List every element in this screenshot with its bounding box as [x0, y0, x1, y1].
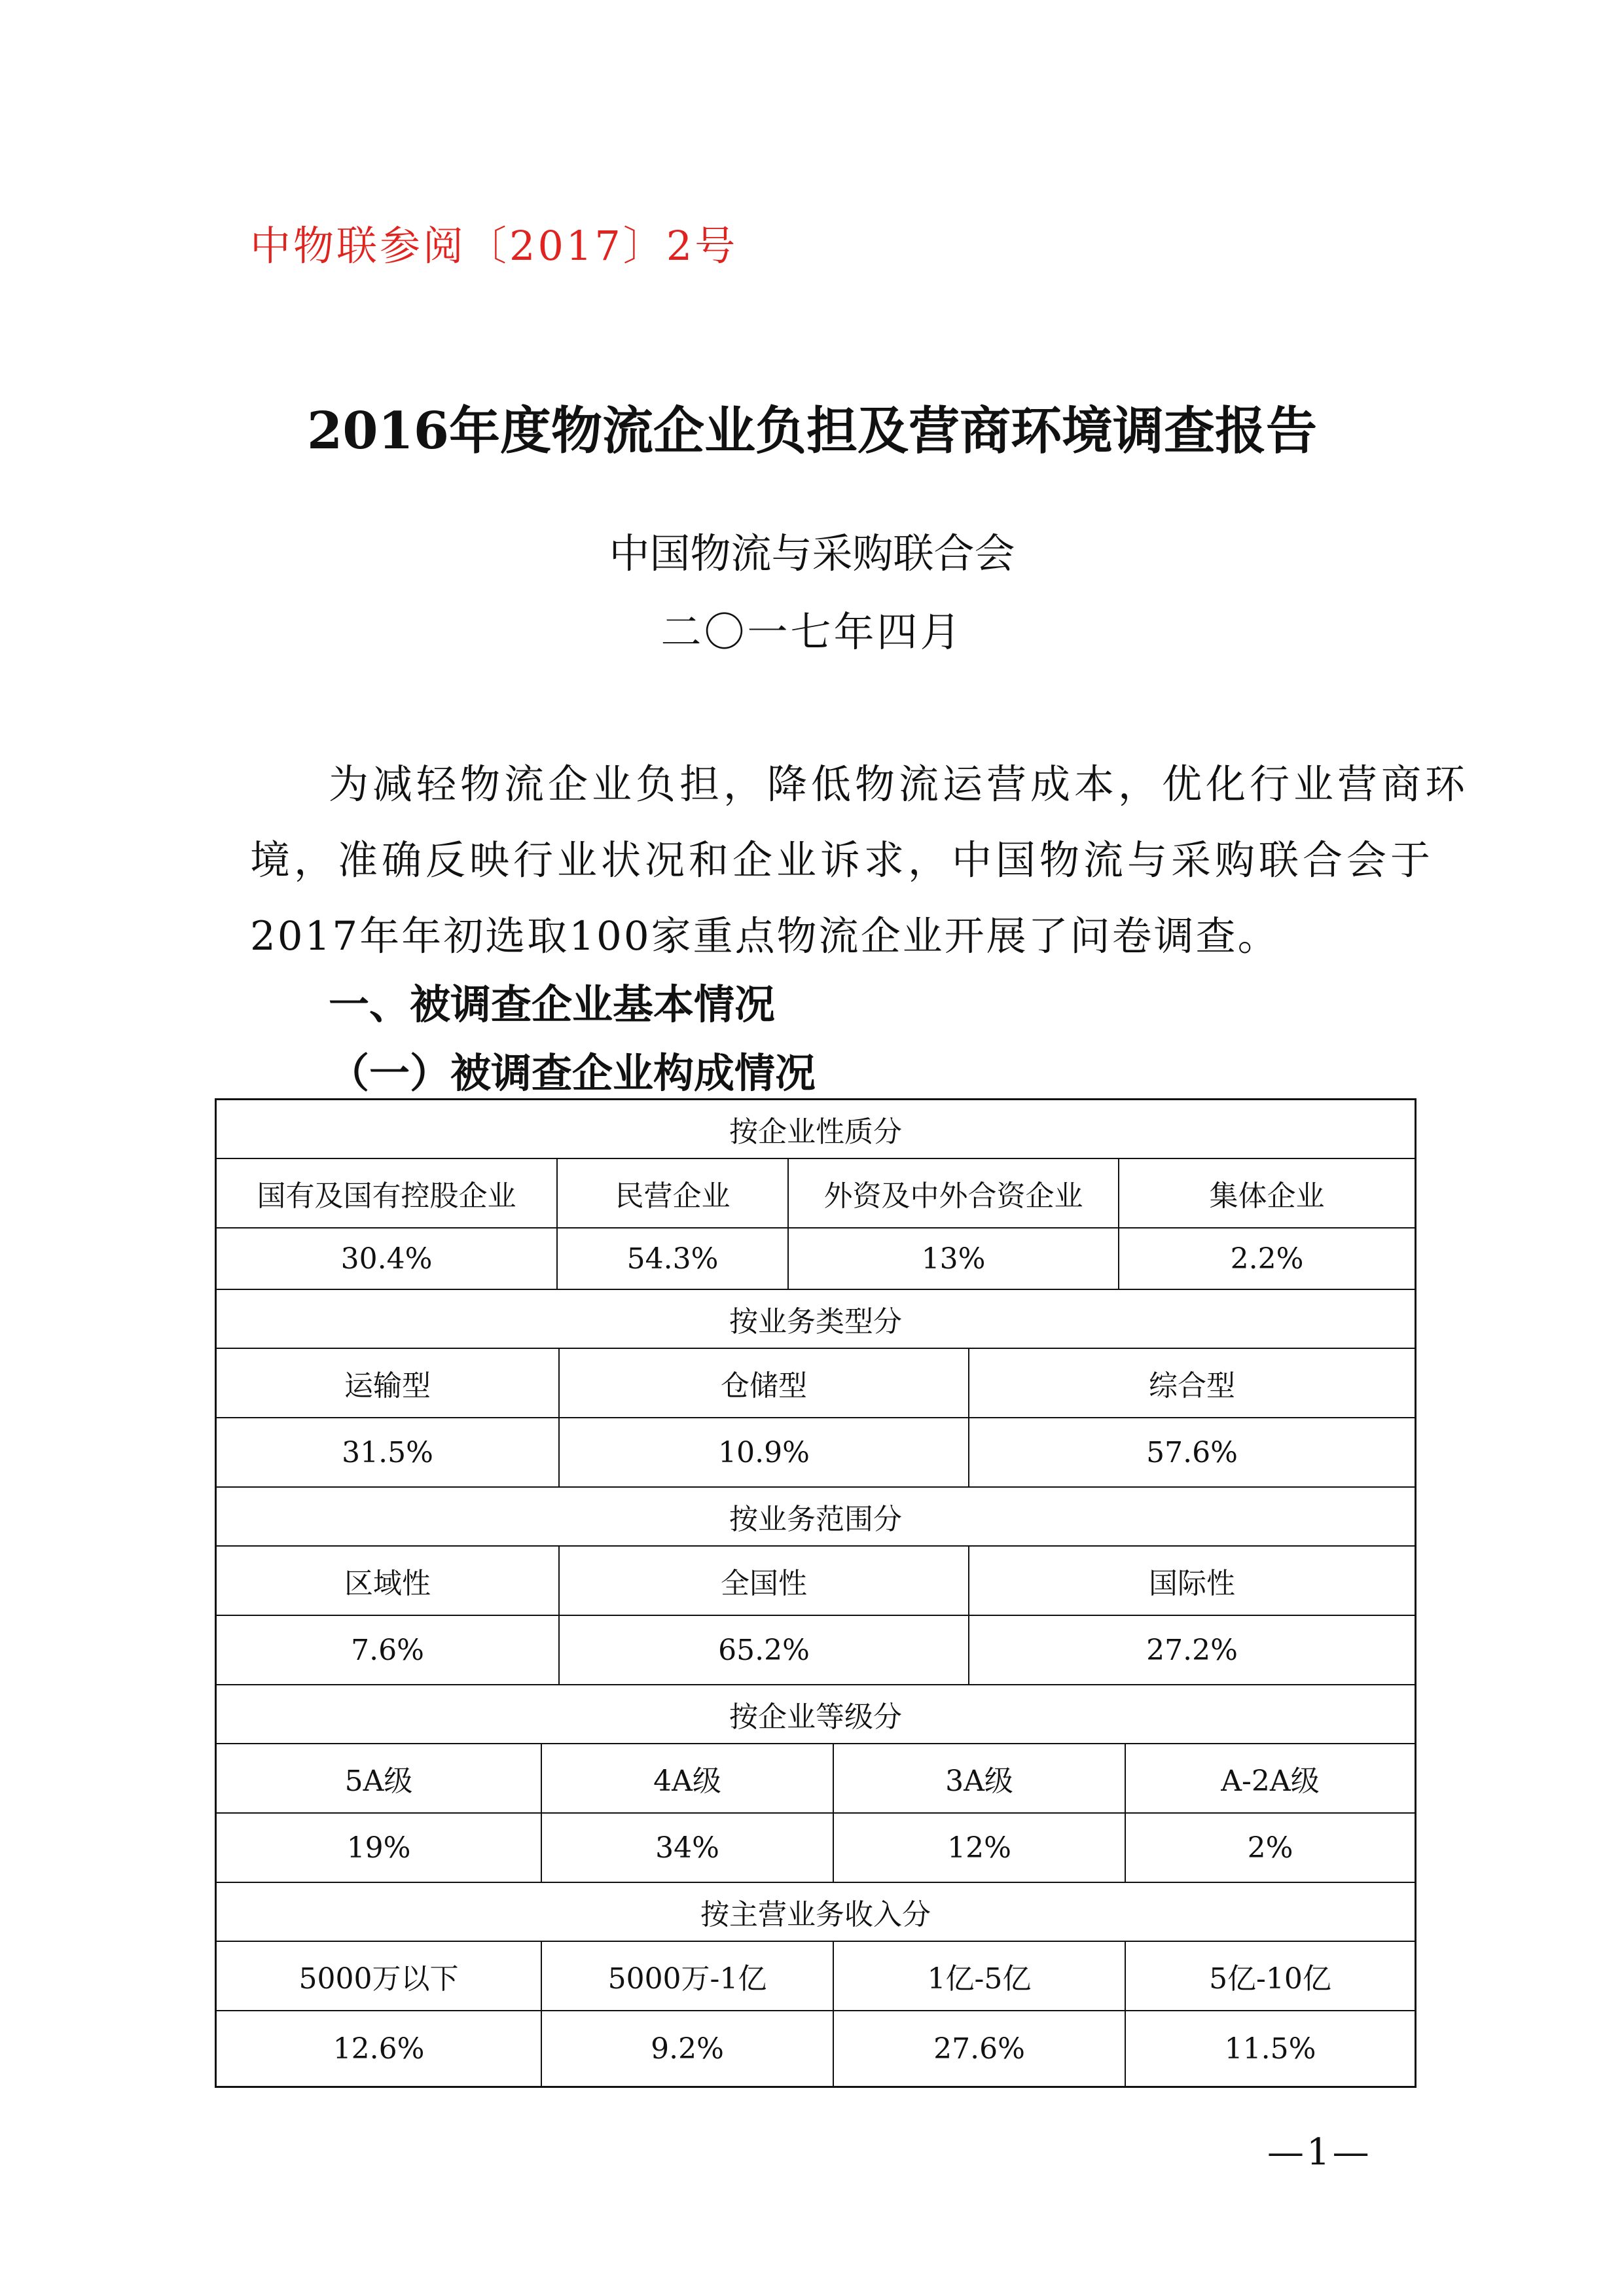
value-cell: 65.2%	[560, 1616, 969, 1684]
value-cell: 12%	[834, 1814, 1126, 1882]
section-title-business-type: 按业务类型分	[729, 1305, 902, 1338]
document-number: 中物联参阅〔2017〕2号	[250, 222, 738, 270]
value-cell: 27.2%	[1146, 1633, 1238, 1667]
table-value-row	[217, 1418, 1415, 1488]
header-cell: 5亿-10亿	[1209, 1962, 1331, 1996]
table-section-title-row	[217, 1290, 1415, 1349]
value-cell: 31.5%	[217, 1418, 560, 1486]
subsection-heading-1: （一）被调查企业构成情况	[329, 1049, 816, 1097]
table-header-row	[217, 1547, 1415, 1616]
header-cell: 集体企业	[1209, 1179, 1325, 1213]
table-value-row	[217, 1616, 1415, 1685]
enterprise-composition-table	[215, 1098, 1416, 2088]
value-cell: 10.9%	[560, 1418, 969, 1486]
value-cell: 7.6%	[217, 1616, 560, 1684]
value-cell: 34%	[542, 1814, 834, 1882]
header-cell: 4A级	[542, 1744, 834, 1812]
section-title-business-scope: 按业务范围分	[729, 1503, 902, 1536]
value-cell: 11.5%	[1224, 2032, 1316, 2066]
value-cell: 13%	[789, 1229, 1119, 1289]
header-cell: A-2A级	[1221, 1765, 1320, 1798]
value-cell: 27.6%	[834, 2011, 1126, 2086]
value-cell: 9.2%	[542, 2011, 834, 2086]
intro-line-1: 为减轻物流企业负担，降低物流运营成本，优化行业营商环	[329, 761, 1470, 808]
header-cell: 5A级	[217, 1744, 542, 1812]
issue-date: 二〇一七年四月	[660, 608, 964, 656]
table-value-row	[217, 1229, 1415, 1290]
value-cell: 12.6%	[217, 2011, 542, 2086]
header-cell: 区域性	[217, 1547, 560, 1615]
value-cell: 57.6%	[1146, 1435, 1238, 1469]
header-cell: 3A级	[834, 1744, 1126, 1812]
table-header-row	[217, 1942, 1415, 2011]
table-header-row	[217, 1349, 1415, 1418]
section-heading-1: 一、被调查企业基本情况	[329, 980, 776, 1028]
value-cell: 54.3%	[558, 1229, 789, 1289]
table-value-row	[217, 2011, 1415, 2086]
table-value-row	[217, 1814, 1415, 1883]
header-cell: 全国性	[560, 1547, 969, 1615]
table-header-row	[217, 1744, 1415, 1814]
value-cell: 2%	[1247, 1831, 1293, 1865]
table-section-title-row	[217, 1100, 1415, 1159]
header-cell: 国际性	[1149, 1567, 1235, 1600]
header-cell: 外资及中外合资企业	[789, 1159, 1119, 1227]
intro-line-3: 2017年年初选取100家重点物流企业开展了问卷调查。	[250, 913, 1280, 960]
table-section-title-row	[217, 1685, 1415, 1744]
section-title-revenue: 按主营业务收入分	[700, 1898, 931, 1931]
value-cell: 19%	[217, 1814, 542, 1882]
header-cell: 仓储型	[560, 1349, 969, 1417]
value-cell: 30.4%	[217, 1229, 558, 1289]
header-cell: 5000万以下	[217, 1942, 542, 2010]
issuing-organization: 中国物流与采购联合会	[609, 529, 1015, 577]
header-cell: 5000万-1亿	[542, 1942, 834, 2010]
table-header-row	[217, 1159, 1415, 1229]
page-number: —1—	[1267, 2131, 1372, 2174]
value-cell: 2.2%	[1230, 1242, 1304, 1276]
section-title-nature: 按企业性质分	[729, 1115, 902, 1149]
header-cell: 民营企业	[558, 1159, 789, 1227]
section-title-grade: 按企业等级分	[729, 1700, 902, 1734]
report-title: 2016年度物流企业负担及营商环境调查报告	[306, 401, 1318, 461]
table-section-title-row	[217, 1488, 1415, 1547]
header-cell: 国有及国有控股企业	[217, 1159, 558, 1227]
header-cell: 综合型	[1149, 1369, 1235, 1403]
intro-line-2: 境，准确反映行业状况和企业诉求，中国物流与采购联合会于	[250, 837, 1435, 884]
table-section-title-row	[217, 1883, 1415, 1942]
header-cell: 运输型	[217, 1349, 560, 1417]
header-cell: 1亿-5亿	[834, 1942, 1126, 2010]
